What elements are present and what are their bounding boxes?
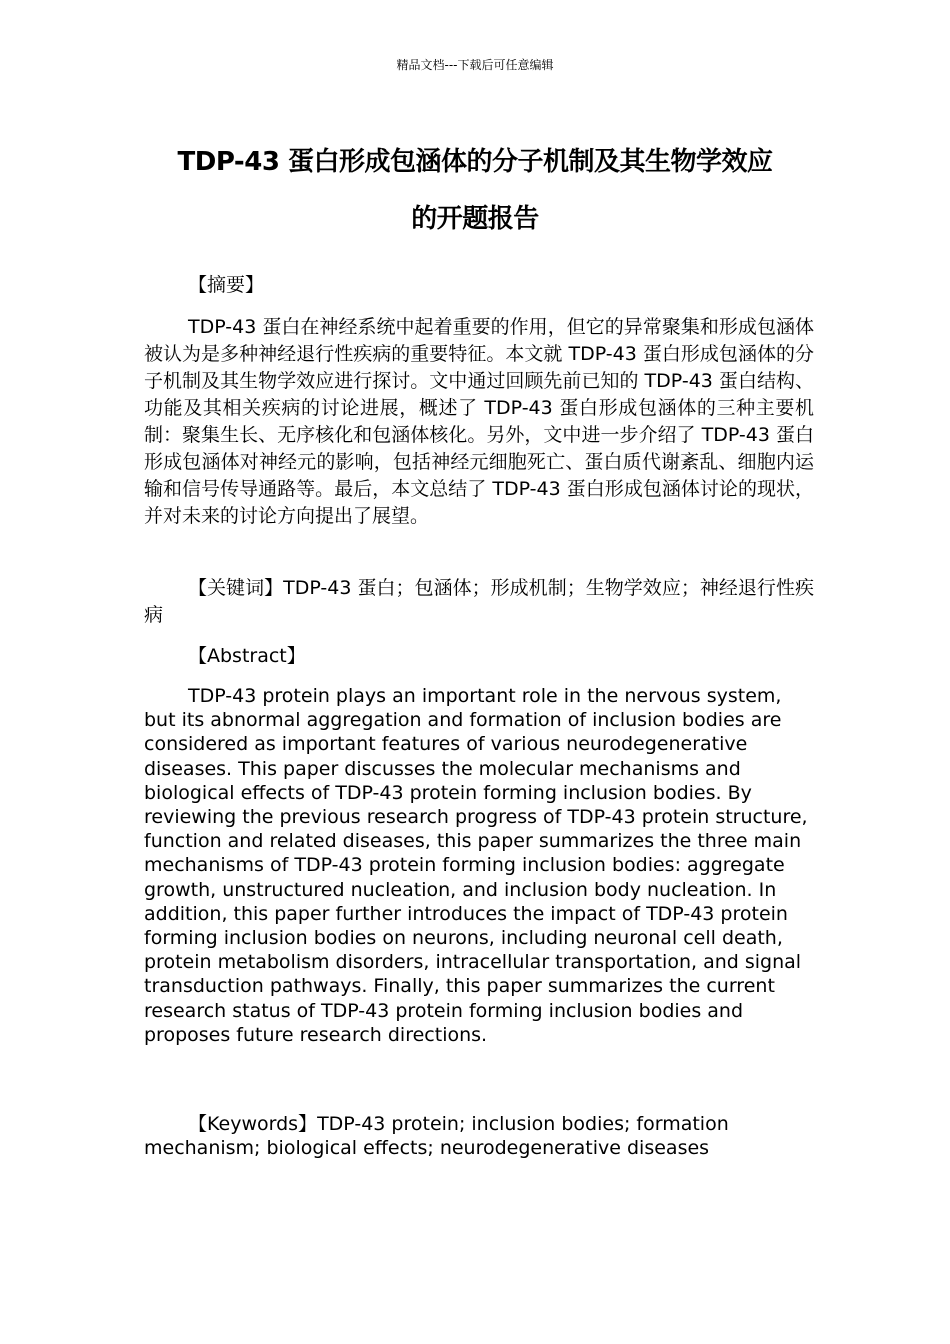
abstract-zh-block [144,314,814,530]
header-note: 精品文档---下载后可任意编辑 [396,58,554,72]
keywords-zh-block [144,575,814,629]
title-line-2: 的开题报告 [411,204,539,234]
keywords-en-paragraph [144,1112,814,1160]
abstract-zh-body: TDP-43 蛋白在神经系统中起着重要的作用，但它的异常聚集和形成包涵体被认为是多种神经退行性疾病的重要特征。本文就 TDP-43 蛋白形成包涵体的分子机制及其生物学效应进行探讨。文中通过回顾先前已知的 TDP-43 蛋白结构、功能及其相关疾病的讨论进展，概述了 TDP-43 蛋白形成包涵体的三种主要机制：聚集生长、无序核化和包涵体核化。另外，文中进一步介绍了 TDP-43 蛋白形成包涵体对神经元的影响，包括神经元细胞死亡、蛋白质代谢紊乱、细胞内运输和信号传导通路等。最后，本文总结了 TDP-43 蛋白形成包涵体讨论的现状，并对未来的讨论方向提出了展望。 [144,316,814,527]
keywords-en-block [144,1112,814,1160]
abstract-en-heading-block [144,643,814,670]
abstract-zh-heading-block [144,272,814,299]
keywords-en-text: TDP-43 protein; inclusion bodies; formation mechanism; biological effects; neurodegenerative diseases [144,1113,729,1160]
keywords-en-label: 【Keywords】 [188,1113,318,1135]
keywords-zh-text: TDP-43 蛋白；包涵体；形成机制；生物学效应；神经退行性疾病 [144,577,814,626]
abstract-en-block [144,684,814,1047]
document-title [100,134,850,248]
abstract-en-heading: 【Abstract】 [188,645,306,667]
keywords-zh-paragraph [144,575,814,629]
abstract-en-body: TDP-43 protein plays an important role in the nervous system, but its abnormal aggregation and formation of inclusion bodies are considered as important features of various neurodegenerative diseases. This paper discusses the molecular mechanisms and biological effects of TDP-43 protein forming inclusion bodies. By reviewing the previous research progress of TDP-43 protein structure, function and related diseases, this paper summarizes the three main mechanisms of TDP-43 protein forming inclusion bodies: aggregate growth, unstructured nucleation, and inclusion body nucleation. In addition, this paper further introduces the impact of TDP-43 protein forming inclusion bodies on neurons, including neuronal cell death, protein metabolism disorders, intracellular transportation, and signal transduction pathways. Finally, this paper summarizes the current research status of TDP-43 protein forming inclusion bodies and proposes future research directions. [144,685,808,1046]
abstract-zh-heading: 【摘要】 [188,274,265,296]
keywords-zh-label: 【关键词】 [188,577,284,599]
title-line-1: TDP-43 蛋白形成包涵体的分子机制及其生物学效应 [177,147,773,177]
